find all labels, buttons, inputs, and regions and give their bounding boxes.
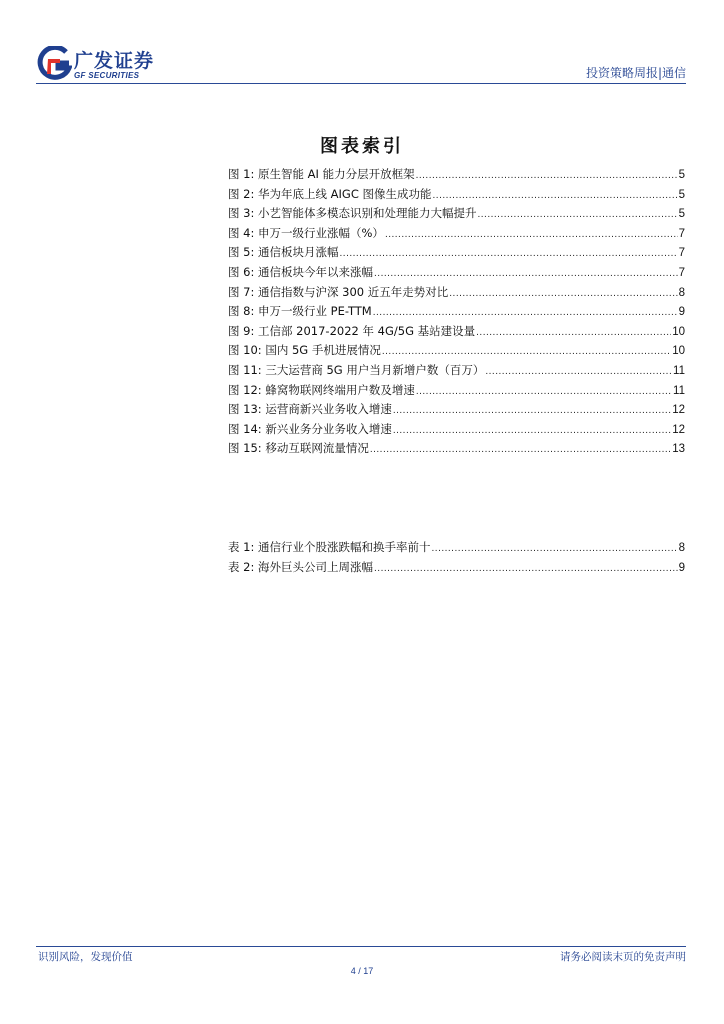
toc-entry-figure-6[interactable]: 图 6: 通信板块今年以来涨幅 ..... 7 xyxy=(228,264,685,284)
table-index-list xyxy=(228,539,685,578)
toc-entry-figure-14[interactable]: 图 14: 新兴业务分业务收入增速 ..... 12 xyxy=(228,421,685,441)
page-number: 4 / 17 xyxy=(350,966,374,976)
logo-chinese-name: 广发证券 xyxy=(74,50,155,72)
toc-entry-figure-12[interactable]: 图 12: 蜂窝物联网终端用户数及增速 ..... 11 xyxy=(228,382,685,402)
logo-english-name: GF SECURITIES xyxy=(74,71,140,80)
toc-entry-figure-15[interactable]: 图 15: 移动互联网流量情况 ..... 13 xyxy=(228,440,685,460)
toc-entry-figure-10[interactable]: 图 10: 国内 5G 手机进展情况 ..... 10 xyxy=(228,342,685,362)
toc-entry-figure-2[interactable]: 图 2: 华为年底上线 AIGC 图像生成功能 ..... 5 xyxy=(228,186,685,206)
footer-divider xyxy=(36,946,686,947)
toc-entry-table-2[interactable]: 表 2: 海外巨头公司上周涨幅 ..... 9 xyxy=(228,559,685,579)
toc-entry-figure-1[interactable]: 图 1: 原生智能 AI 能力分层开放框架 ..... 5 xyxy=(228,166,685,186)
toc-entry-table-1[interactable]: 表 1: 通信行业个股涨跌幅和换手率前十 ..... 8 xyxy=(228,539,685,559)
figure-index-list xyxy=(228,166,685,460)
company-logo xyxy=(36,46,156,82)
toc-entry-figure-5[interactable]: 图 5: 通信板块月涨幅 ..... 7 xyxy=(228,244,685,264)
toc-entry-figure-11[interactable]: 图 11: 三大运营商 5G 用户当月新增户数（百万） ..... 11 xyxy=(228,362,685,382)
toc-entry-figure-13[interactable]: 图 13: 运营商新兴业务收入增速 ..... 12 xyxy=(228,401,685,421)
gf-securities-logo-icon xyxy=(36,46,72,82)
toc-entry-figure-4[interactable]: 图 4: 申万一级行业涨幅（%） ..... 7 xyxy=(228,225,685,245)
toc-entry-figure-7[interactable]: 图 7: 通信指数与沪深 300 近五年走势对比 ..... 8 xyxy=(228,284,685,304)
toc-entry-figure-9[interactable]: 图 9: 工信部 2017-2022 年 4G/5G 基站建设量 ..... 10 xyxy=(228,323,685,343)
toc-entry-figure-8[interactable]: 图 8: 申万一级行业 PE-TTM ..... 9 xyxy=(228,303,685,323)
footer-disclaimer: 请务必阅读末页的免责声明 xyxy=(560,951,686,963)
toc-title: 图表索引 xyxy=(320,136,404,157)
toc-entry-figure-3[interactable]: 图 3: 小艺智能体多模态识别和处理能力大幅提升 ..... 5 xyxy=(228,205,685,225)
footer-slogan: 识别风险，发现价值 xyxy=(38,951,133,963)
report-type: 投资策略周报|通信 xyxy=(585,66,686,80)
header-divider xyxy=(36,83,686,84)
